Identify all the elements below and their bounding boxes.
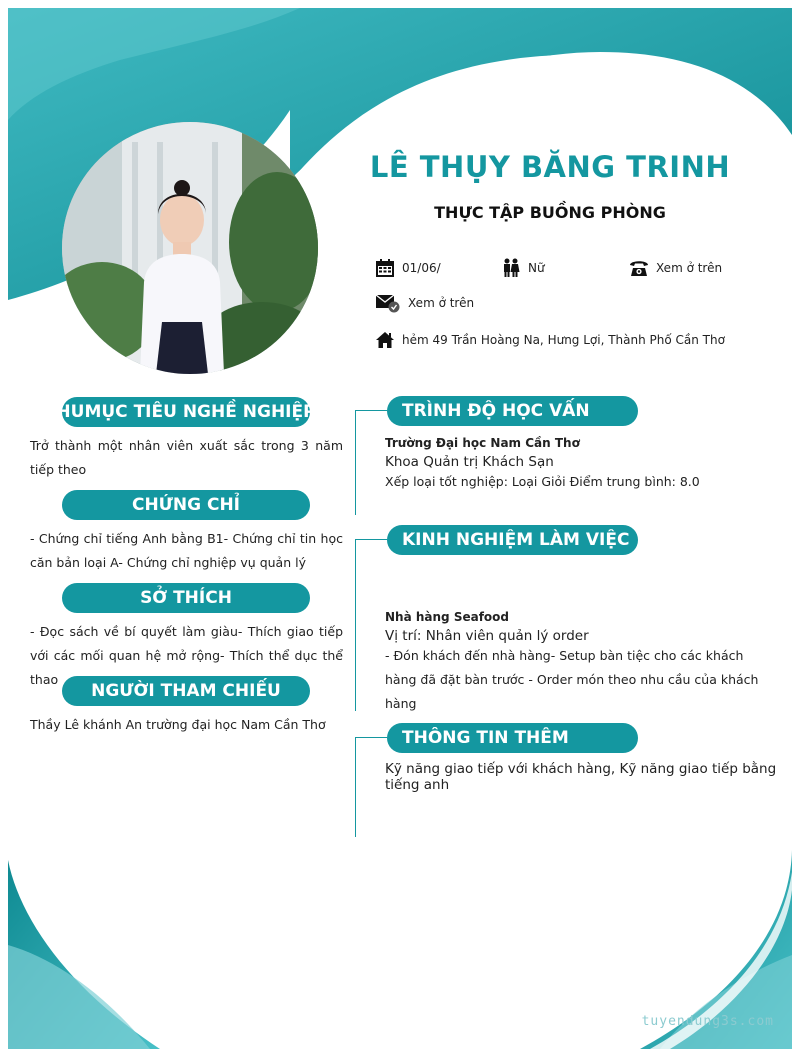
education-grade: Xếp loại tốt nghiệp: Loại Giỏi Điểm trung bình: 8.0 (385, 474, 700, 489)
section-hobbies-title: SỞ THÍCH (62, 583, 310, 613)
additional-connector-h (355, 737, 387, 738)
experience-connector-h (355, 539, 387, 540)
job-title: THỰC TẬP BUỒNG PHÒNG (434, 203, 666, 222)
birthday-value: 01/06/ (402, 261, 441, 275)
calendar-icon (374, 258, 396, 278)
education-school: Trường Đại học Nam Cần Thơ (385, 436, 580, 450)
experience-connector (355, 539, 356, 711)
gender-value: Nữ (528, 261, 545, 275)
profile-photo (62, 122, 318, 374)
certificates-text: - Chứng chỉ tiếng Anh bằng B1- Chứng chỉ tin học căn bản loại A- Chứng chỉ nghiệp vụ quản lý (30, 531, 343, 570)
watermark: tuyendung3s.com (641, 1014, 774, 1029)
experience-company: Nhà hàng Seafood (385, 610, 509, 624)
additional-text: Kỹ năng giao tiếp với khách hàng, Kỹ năng giao tiếp bằng tiếng anh (385, 761, 777, 793)
objective-text: Trở thành một nhân viên xuất sắc trong 3 năm tiếp theo (30, 438, 343, 477)
bottom-left-wave-light (8, 945, 150, 1049)
gender-info (500, 258, 545, 278)
additional-connector (355, 737, 356, 837)
references-text: Thầy Lê khánh An trường đại học Nam Cần Thơ (30, 717, 326, 732)
phone-icon (628, 258, 650, 278)
section-experience-title: KINH NGHIỆM LÀM VIỆC (387, 525, 638, 555)
section-references-title: NGƯỜI THAM CHIẾU (62, 676, 310, 706)
section-education-title: TRÌNH ĐỘ HỌC VẤN (387, 396, 638, 426)
gender-icon (500, 258, 522, 278)
email-icon (374, 293, 402, 313)
experience-position: Vị trí: Nhân viên quản lý order (385, 628, 589, 644)
phone-value: Xem ở trên (656, 261, 723, 275)
phone-info (628, 258, 722, 278)
birthday-info (374, 258, 441, 278)
address-value: hẻm 49 Trần Hoàng Na, Hưng Lợi, Thành Phố Cần Thơ (402, 333, 725, 347)
email-value: Xem ở trên (408, 296, 475, 310)
education-connector (355, 410, 356, 515)
section-additional-title: THÔNG TIN THÊM (387, 723, 638, 753)
home-icon (374, 330, 396, 350)
education-major: Khoa Quản trị Khách Sạn (385, 454, 554, 470)
section-objective-title: HUMỤC TIÊU NGHỀ NGHIỆP (62, 397, 310, 427)
address-info (374, 330, 725, 350)
section-certificates-title: CHỨNG CHỈ (62, 490, 310, 520)
experience-description: - Đón khách đến nhà hàng- Setup bàn tiệc cho các khách hàng đã đặt bàn trước - Order món theo nhu cầu của khách hàng (385, 648, 759, 711)
email-info (374, 293, 474, 313)
hobbies-text: - Đọc sách về bí quyết làm giàu- Thích giao tiếp với các mối quan hệ mở rộng- Thích thể dục thể thao (30, 624, 343, 687)
education-connector-h (355, 410, 387, 411)
candidate-name: LÊ THỤY BĂNG TRINH (369, 150, 731, 184)
